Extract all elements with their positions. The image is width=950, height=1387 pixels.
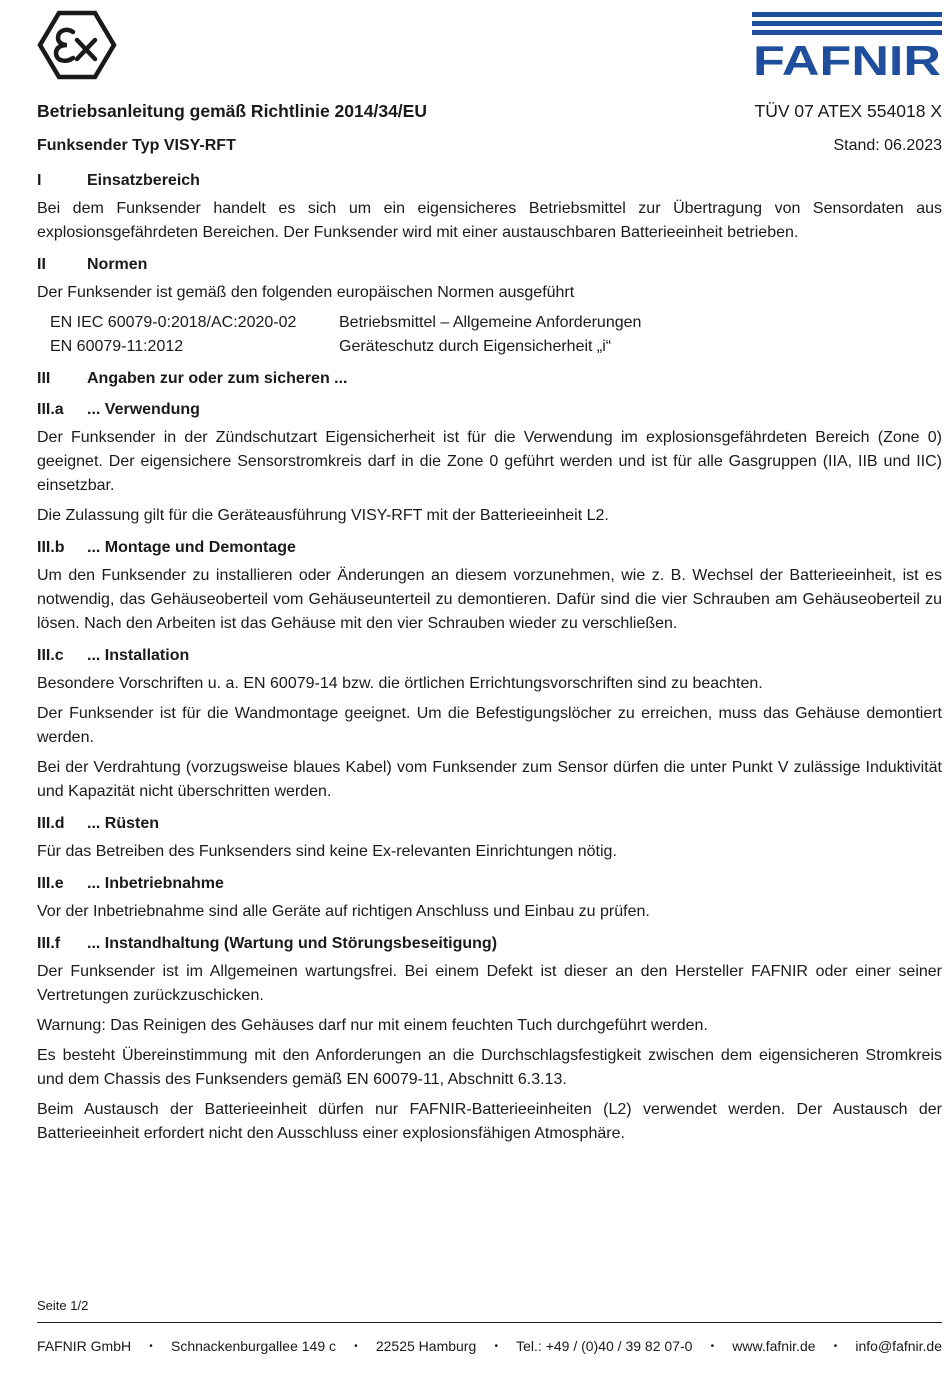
- section-heading-instandhaltung: [37, 933, 942, 955]
- section-title: Einsatzbereich: [87, 172, 200, 189]
- paragraph: Bei der Verdrahtung (vorzugsweise blaues Kabel) vom Funksender zum Sensor dürfen die unter Punkt V zulässige Induktivität und Kapazität nicht überschritten werden.: [37, 759, 942, 800]
- footer-separator: •: [710, 1341, 715, 1352]
- section-number: I: [37, 172, 42, 189]
- section-title: ... Montage und Demontage: [87, 539, 296, 556]
- page-number: Seite 1/2: [37, 1298, 89, 1313]
- section-heading-verwendung: [37, 399, 942, 421]
- document-subtitle: Funksender Typ VISY-RFT: [37, 137, 236, 154]
- footer-divider: [37, 1322, 942, 1323]
- footer-company: FAFNIR GmbH: [37, 1338, 132, 1354]
- paragraph: Beim Austausch der Batterieeinheit dürfen nur FAFNIR-Batterieeinheiten (L2) verwendet werden. Der Austausch der Batterieeinheit erfordert nicht den Ausschluss einer explosionsfähigen Atmosphäre.: [37, 1101, 942, 1142]
- paragraph: Der Funksender ist für die Wandmontage geeignet. Um die Befestigungslöcher zu erreichen, muss das Gehäuse demontiert werden.: [37, 705, 942, 746]
- section-title: Angaben zur oder zum sicheren ...: [87, 370, 348, 387]
- section-number: III.a: [37, 401, 64, 418]
- section-title: ... Rüsten: [87, 815, 160, 832]
- section-title: ... Installation: [87, 647, 190, 664]
- footer-separator: •: [833, 1341, 838, 1352]
- paragraph: Der Funksender ist im Allgemeinen wartungsfrei. Bei einem Defekt ist dieser an den Hersteller FAFNIR oder einer seiner Vertretungen zurückzuschicken.: [37, 963, 942, 1004]
- section-number: III.b: [37, 539, 65, 556]
- paragraph: Die Zulassung gilt für die Geräteausführung VISY-RFT mit der Batterieeinheit L2.: [37, 507, 609, 524]
- footer-separator: •: [494, 1341, 498, 1352]
- fafnir-logo-text: FAFNIR: [753, 37, 941, 82]
- section-heading-einsatzbereich: [37, 170, 942, 192]
- section-number: III.c: [37, 647, 64, 664]
- section-heading-installation: [37, 645, 942, 667]
- section-heading-normen: [37, 254, 942, 276]
- document-title: Betriebsanleitung gemäß Richtlinie 2014/34/EU: [37, 101, 427, 121]
- section-heading-inbetriebnahme: [37, 873, 942, 895]
- footer: [37, 1338, 942, 1356]
- footer-website-link[interactable]: www.fafnir.de: [732, 1338, 816, 1354]
- norms-list: [50, 311, 942, 359]
- paragraph: Bei dem Funksender handelt es sich um ein eigensicheres Betriebsmittel zur Übertragung von Sensordaten aus explosionsgefährdeten Bereichen. Der Funksender wird mit einer austauschbaren Batterieeinheit betrieben.: [37, 200, 942, 241]
- paragraph: Warnung: Das Reinigen des Gehäuses darf nur mit einem feuchten Tuch durchgeführt werden.: [37, 1017, 708, 1034]
- paragraph: Der Funksender ist gemäß den folgenden europäischen Normen ausgeführt: [37, 284, 575, 301]
- footer-separator: •: [149, 1341, 153, 1352]
- paragraph: Für das Betreiben des Funksenders sind keine Ex-relevanten Einrichtungen nötig.: [37, 843, 617, 860]
- header-row-title: [37, 101, 942, 122]
- paragraph: Der Funksender in der Zündschutzart Eigensicherheit ist für die Verwendung im explosionsgefährdeten Bereich (Zone 0) geeignet. Der eigensichere Sensorstromkreis darf in die Zone 0 geführt werden und ist für alle Gasgruppen (IIA, IIB und IIC) einsetzbar.: [37, 429, 942, 494]
- document-date: Stand: 06.2023: [833, 137, 942, 154]
- fafnir-logo: [752, 12, 942, 82]
- section-number: III.d: [37, 815, 65, 832]
- norm-code: EN 60079-11:2012: [50, 338, 184, 355]
- certificate-number: TÜV 07 ATEX 554018 X: [754, 101, 942, 121]
- footer-email-link[interactable]: info@fafnir.de: [855, 1338, 942, 1354]
- footer-separator: •: [354, 1341, 358, 1352]
- document-page: [37, 0, 942, 1387]
- norm-description: Betriebsmittel – Allgemeine Anforderungen: [339, 314, 642, 331]
- section-heading-ruesten: [37, 813, 942, 835]
- footer-city: 22525 Hamburg: [375, 1338, 477, 1354]
- section-title: ... Verwendung: [87, 401, 200, 418]
- ex-explosion-protection-icon: [37, 10, 117, 80]
- norm-description: Geräteschutz durch Eigensicherheit „i“: [339, 338, 612, 355]
- section-title: Normen: [87, 256, 148, 273]
- footer-street: Schnackenburgallee 149 c: [170, 1338, 336, 1354]
- paragraph: Es besteht Übereinstimmung mit den Anforderungen an die Durchschlagsfestigkeit zwischen dem eigensicheren Stromkreis und dem Chassis des Funksenders gemäß EN 60079-11, Abschnitt 6.3.13.: [37, 1047, 942, 1088]
- norm-row: [50, 335, 942, 359]
- section-number: III.f: [37, 935, 61, 952]
- paragraph: Vor der Inbetriebnahme sind alle Geräte auf richtigen Anschluss und Einbau zu prüfen.: [37, 903, 650, 920]
- section-title: ... Instandhaltung (Wartung und Störungsbeseitigung): [87, 935, 498, 952]
- section-number: III.e: [37, 875, 64, 892]
- paragraph: Besondere Vorschriften u. a. EN 60079-14 bzw. die örtlichen Errichtungsvorschriften sind zu beachten.: [37, 675, 763, 692]
- norm-code: EN IEC 60079-0:2018/AC:2020-02: [50, 314, 297, 331]
- footer-phone: Tel.: +49 / (0)40 / 39 82 07-0: [516, 1338, 693, 1354]
- section-title: ... Inbetriebnahme: [87, 875, 224, 892]
- header-row-subtitle: [37, 137, 942, 155]
- section-number: III: [37, 370, 51, 387]
- section-heading-montage: [37, 537, 942, 559]
- norm-row: [50, 311, 942, 335]
- paragraph: Um den Funksender zu installieren oder Änderungen an diesem vorzunehmen, wie z. B. Wechsel der Batterieeinheit, ist es notwendig, das Gehäuseoberteil vom Gehäuseunterteil zu demontieren. Dafür sind die vier Schrauben am Gehäuseoberteil zu lösen. Nach den Arbeiten ist das Gehäuse mit den vier Schrauben wieder zu verschließen.: [37, 567, 942, 632]
- section-heading-angaben: [37, 368, 942, 390]
- document-body: [37, 170, 942, 1152]
- section-number: II: [37, 256, 46, 273]
